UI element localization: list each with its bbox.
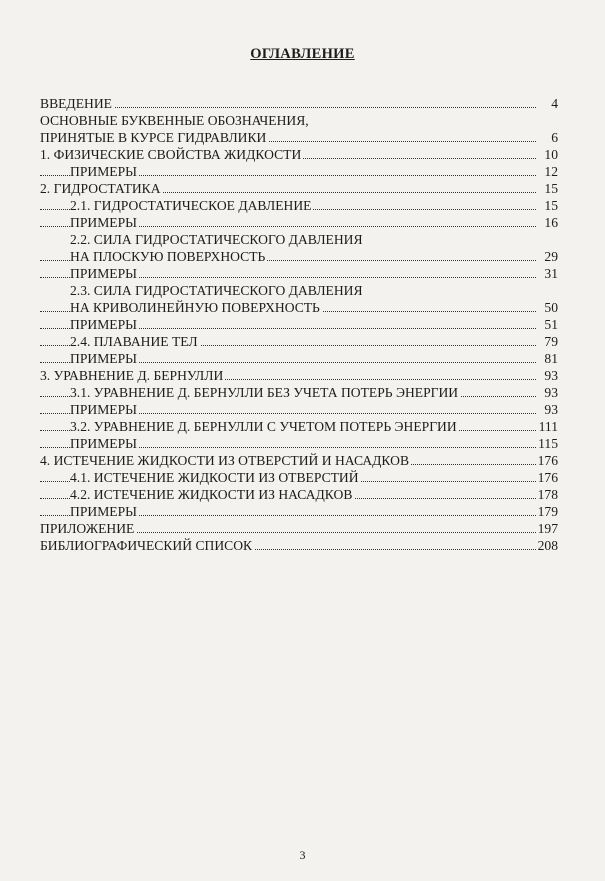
toc-entry-page: 15 xyxy=(544,181,558,196)
toc-entry-title: ПРИМЕРЫ xyxy=(70,215,137,230)
toc-entry xyxy=(40,95,558,112)
toc-entry xyxy=(40,214,558,231)
toc-entry xyxy=(40,486,558,503)
toc-entry-page: 178 xyxy=(537,487,558,502)
toc-entry-title: ПРИЛОЖЕНИЕ xyxy=(40,521,135,536)
toc-entry xyxy=(40,384,558,401)
toc-entry xyxy=(40,180,558,197)
toc-entry-title: ВВЕДЕНИЕ xyxy=(40,96,112,111)
toc-entry-page: 10 xyxy=(544,147,558,162)
toc-entry-title: 4.2. ИСТЕЧЕНИЕ ЖИДКОСТИ ИЗ НАСАДКОВ xyxy=(70,487,353,502)
toc-entry-page: 179 xyxy=(537,504,558,519)
toc-entry-page: 176 xyxy=(537,470,558,485)
toc-entry xyxy=(40,163,558,180)
toc-entry-title: 2. ГИДРОСТАТИКА xyxy=(40,181,161,196)
toc-entry-page: 197 xyxy=(537,521,558,536)
toc-entry xyxy=(40,503,558,520)
toc-entry xyxy=(40,537,558,554)
toc-entry-title: ПРИМЕРЫ xyxy=(70,351,137,366)
toc-entry-title: 3. УРАВНЕНИЕ Д. БЕРНУЛЛИ xyxy=(40,368,224,383)
toc-entry-title: 4.1. ИСТЕЧЕНИЕ ЖИДКОСТИ ИЗ ОТВЕРСТИЙ xyxy=(70,470,359,485)
toc-entry xyxy=(40,350,558,367)
toc-entry xyxy=(40,146,558,163)
toc-entry-page: 111 xyxy=(538,419,558,434)
toc-entry-page: 93 xyxy=(544,368,558,383)
toc-entry-title: ПРИМЕРЫ xyxy=(70,266,137,281)
toc-entry-title: 3.2. УРАВНЕНИЕ Д. БЕРНУЛЛИ С УЧЕТОМ ПОТЕРЬ ЭНЕРГИИ xyxy=(70,419,457,434)
toc-entry-title: 2.1. ГИДРОСТАТИЧЕСКОЕ ДАВЛЕНИЕ xyxy=(70,198,312,213)
toc-entry-page: 15 xyxy=(544,198,558,213)
toc-entry-page: 29 xyxy=(544,249,558,264)
toc-entry-page: 4 xyxy=(551,96,558,111)
toc-entry-title: 2.2. СИЛА ГИДРОСТАТИЧЕСКОГО ДАВЛЕНИЯ xyxy=(70,232,363,247)
toc-entry-title: ПРИМЕРЫ xyxy=(70,504,137,519)
toc-entry xyxy=(40,520,558,537)
toc-entry xyxy=(40,367,558,384)
toc-entry-page: 16 xyxy=(544,215,558,230)
toc-entry-title: 4. ИСТЕЧЕНИЕ ЖИДКОСТИ ИЗ ОТВЕРСТИЙ И НАСАДКОВ xyxy=(40,453,410,468)
toc-entry-title: 3.1. УРАВНЕНИЕ Д. БЕРНУЛЛИ БЕЗ УЧЕТА ПОТЕРЬ ЭНЕРГИИ xyxy=(70,385,459,400)
toc-entry-page: 79 xyxy=(544,334,558,349)
page-number: 3 xyxy=(299,848,306,862)
toc-entry xyxy=(40,333,558,350)
toc-entry-page: 115 xyxy=(538,436,558,451)
toc-entry-title: 1. ФИЗИЧЕСКИЕ СВОЙСТВА ЖИДКОСТИ xyxy=(40,147,302,162)
toc-entry-title: 2.4. ПЛАВАНИЕ ТЕЛ xyxy=(70,334,198,349)
toc-entry-page: 50 xyxy=(544,300,558,315)
toc-entry-title: ПРИНЯТЫЕ В КУРСЕ ГИДРАВЛИКИ xyxy=(40,130,267,145)
toc-entry-title: БИБЛИОГРАФИЧЕСКИЙ СПИСОК xyxy=(40,538,253,553)
toc-entry xyxy=(40,248,558,265)
toc-entry-title: ПРИМЕРЫ xyxy=(70,436,137,451)
toc-entry-page: 51 xyxy=(544,317,558,332)
toc-entry-page: 176 xyxy=(537,453,558,468)
toc-entry xyxy=(40,129,558,146)
toc-entry xyxy=(40,282,558,299)
toc-entry-page: 93 xyxy=(544,385,558,400)
toc-entry-title: 2.3. СИЛА ГИДРОСТАТИЧЕСКОГО ДАВЛЕНИЯ xyxy=(70,283,363,298)
toc-entry-page: 208 xyxy=(537,538,558,553)
toc-entry-title: НА КРИВОЛИНЕЙНУЮ ПОВЕРХНОСТЬ xyxy=(70,300,320,315)
toc-entry xyxy=(40,299,558,316)
toc-entry xyxy=(40,231,558,248)
toc-entry-title: НА ПЛОСКУЮ ПОВЕРХНОСТЬ xyxy=(70,249,266,264)
toc-entry xyxy=(40,469,558,486)
toc-entry xyxy=(40,265,558,282)
toc-entry xyxy=(40,418,558,435)
table-of-contents xyxy=(40,95,558,554)
toc-entry xyxy=(40,112,558,129)
toc-entry xyxy=(40,435,558,452)
toc-entry xyxy=(40,197,558,214)
page-title: ОГЛАВЛЕНИЕ xyxy=(250,46,355,62)
toc-entry-title: ПРИМЕРЫ xyxy=(70,164,137,179)
toc-entry-page: 31 xyxy=(544,266,558,281)
toc-entry-title: ПРИМЕРЫ xyxy=(70,317,137,332)
toc-entry-page: 93 xyxy=(544,402,558,417)
toc-entry xyxy=(40,316,558,333)
toc-entry xyxy=(40,452,558,469)
toc-entry xyxy=(40,401,558,418)
toc-entry-title: ОСНОВНЫЕ БУКВЕННЫЕ ОБОЗНАЧЕНИЯ, xyxy=(40,113,309,128)
toc-entry-page: 12 xyxy=(544,164,558,179)
toc-entry-page: 6 xyxy=(551,130,558,145)
toc-entry-page: 81 xyxy=(544,351,558,366)
toc-entry-title: ПРИМЕРЫ xyxy=(70,402,137,417)
